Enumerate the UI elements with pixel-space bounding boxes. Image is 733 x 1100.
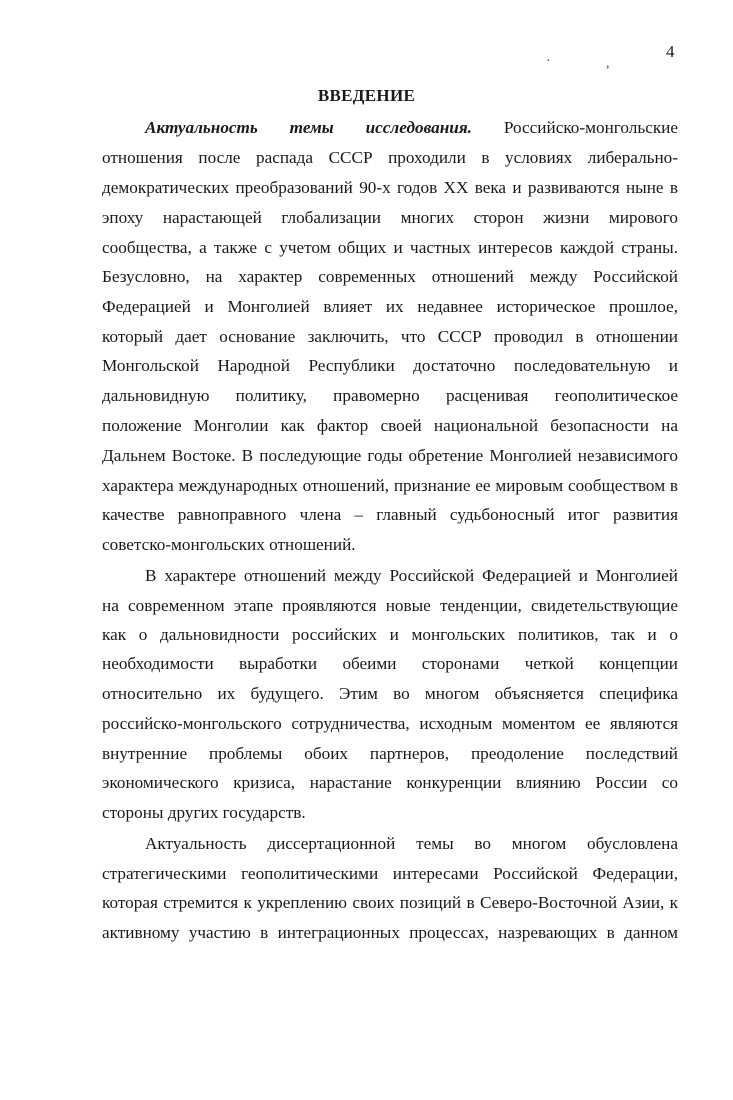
paragraph-line: активному участию в интеграционных процессах, назревающих в данном (102, 923, 678, 942)
paragraph-line: Монгольской Народной Республики достаточно последовательную и (102, 356, 678, 375)
paragraph-line: которая стремится к укреплению своих позиций в Северо-Восточной Азии, к (102, 893, 678, 912)
paragraph-line: относительно их будущего. Этим во многом объясняется специфика (102, 684, 678, 703)
paragraph-line: эпоху нарастающей глобализации многих сторон жизни мирового (102, 208, 678, 227)
paragraph-line: Безусловно, на характер современных отношений между Российской (102, 267, 678, 286)
paragraph-line: Актуальность диссертационной темы во многом обусловлена (145, 834, 678, 853)
paragraph-line: Актуальность темы исследования. Российско-монгольские (145, 118, 678, 137)
scan-speck: , (606, 56, 610, 71)
paragraph-line: положение Монголии как фактор своей национальной безопасности на (102, 416, 678, 435)
paragraph-line: как о дальновидности российских и монгольских политиков, так и о (102, 625, 678, 644)
lead-phrase: Актуальность темы исследования. (145, 118, 472, 137)
paragraph-line: качестве равноправного члена – главный судьбоносный итог развития (102, 505, 678, 524)
paragraph-line: экономического кризиса, нарастание конкуренции влиянию России со (102, 773, 678, 792)
paragraph-line: сообщества, а также с учетом общих и частных интересов каждой страны. (102, 238, 678, 257)
paragraph-line: который дает основание заключить, что СССР проводил в отношении (102, 327, 678, 346)
paragraph-line: стратегическими геополитическими интересами Российской Федерации, (102, 864, 678, 883)
paragraph-line: дальновидную политику, правомерно расценивая геополитическое (102, 386, 678, 405)
paragraph-line: внутренние проблемы обоих партнеров, преодоление последствий (102, 744, 678, 763)
paragraph-line: советско-монгольских отношений. (102, 535, 356, 554)
section-title: ВВЕДЕНИЕ (317, 86, 416, 105)
paragraph-line: на современном этапе проявляются новые тенденции, свидетельствующие (102, 596, 678, 615)
paragraph-line: Федерацией и Монголией влияет их недавнее историческое прошлое, (102, 297, 678, 316)
paragraph-line: демократических преобразований 90-х годов XX века и развиваются ныне в (102, 178, 678, 197)
paragraph-line: Дальнем Востоке. В последующие годы обретение Монголией независимого (102, 446, 678, 465)
scan-speck: · (546, 54, 551, 69)
paragraph-line: В характере отношений между Российской Федерацией и Монголией (145, 566, 678, 585)
paragraph-line: отношения после распада СССР проходили в условиях либерально- (102, 148, 678, 167)
paragraph-line: характера международных отношений, признание ее мировым сообществом в (102, 476, 678, 495)
paragraph-line: стороны других государств. (102, 803, 306, 822)
page-number: 4 (666, 42, 675, 61)
paragraph-line: российско-монгольского сотрудничества, исходным моментом ее являются (102, 714, 678, 733)
paragraph-line: необходимости выработки обеими сторонами четкой концепции (102, 654, 678, 673)
